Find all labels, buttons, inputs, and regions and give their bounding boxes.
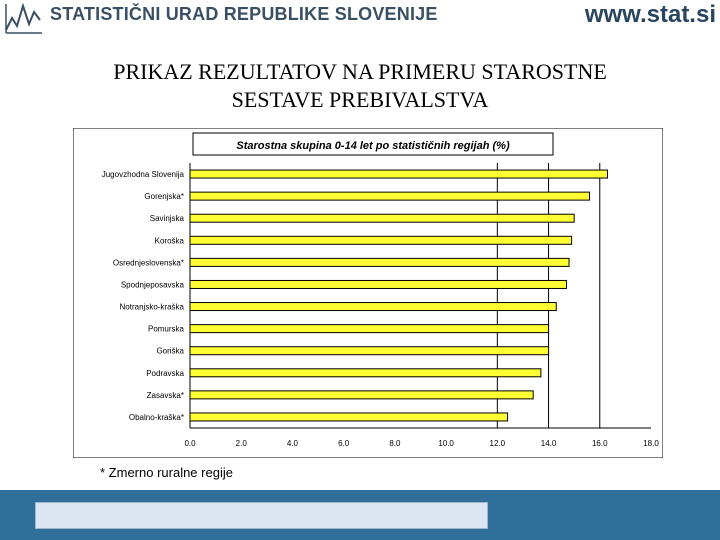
chart [73,128,663,458]
x-tick-label: 2.0 [235,439,247,448]
bar [190,280,566,288]
category-label: Notranjsko-kraška [119,302,184,312]
category-label: Podravska [146,368,184,378]
x-tick-label: 16.0 [591,439,608,448]
wave-graph-icon [4,0,44,36]
x-tick-label: 4.0 [286,439,299,448]
category-label: Pomurska [147,324,184,334]
category-label: Obalno-kraška* [128,412,184,422]
bar [190,325,549,333]
bar [190,236,572,244]
chart-title: Starostna skupina 0-14 let po statističnih regijah (%) [236,140,510,152]
category-label: Goriška [156,346,184,356]
bar [190,214,574,222]
category-label: Jugovzhodna Slovenija [101,170,184,180]
bar [190,258,569,266]
footer-text-field[interactable] [35,502,488,529]
header [0,0,720,36]
x-tick-label: 12.0 [489,439,506,448]
organization-name: STATISTIČNI URAD REPUBLIKE SLOVENIJE [50,4,438,24]
bar [190,303,556,311]
slide-title-line-2: SESTAVE PREBIVALSTVA [231,87,489,112]
bar [190,369,541,377]
site-url[interactable]: www.stat.si [584,1,716,28]
category-label: Koroška [154,236,184,246]
bar [190,192,590,200]
bar [190,170,607,178]
category-label: Osrednjeslovenska* [112,258,184,268]
x-tick-label: 8.0 [389,439,401,448]
x-tick-label: 0.0 [184,439,196,448]
category-label: Savinjska [149,214,184,224]
chart-svg [73,128,663,458]
category-label: Zasavska* [146,390,184,400]
x-tick-label: 10.0 [438,439,454,448]
bar [190,347,549,355]
category-label: Spodnjeposavska [120,280,184,290]
slide-title-line-1: PRIKAZ REZULTATOV NA PRIMERU STAROSTNE [113,59,607,84]
slide-title [40,58,680,114]
category-label: Gorenjska* [144,192,184,202]
x-tick-label: 18.0 [643,439,659,448]
x-tick-label: 6.0 [338,439,350,448]
bar [190,391,533,399]
bar [190,413,508,421]
x-tick-label: 14.0 [540,439,557,448]
footnote: * Zmerno ruralne regije [100,465,233,480]
